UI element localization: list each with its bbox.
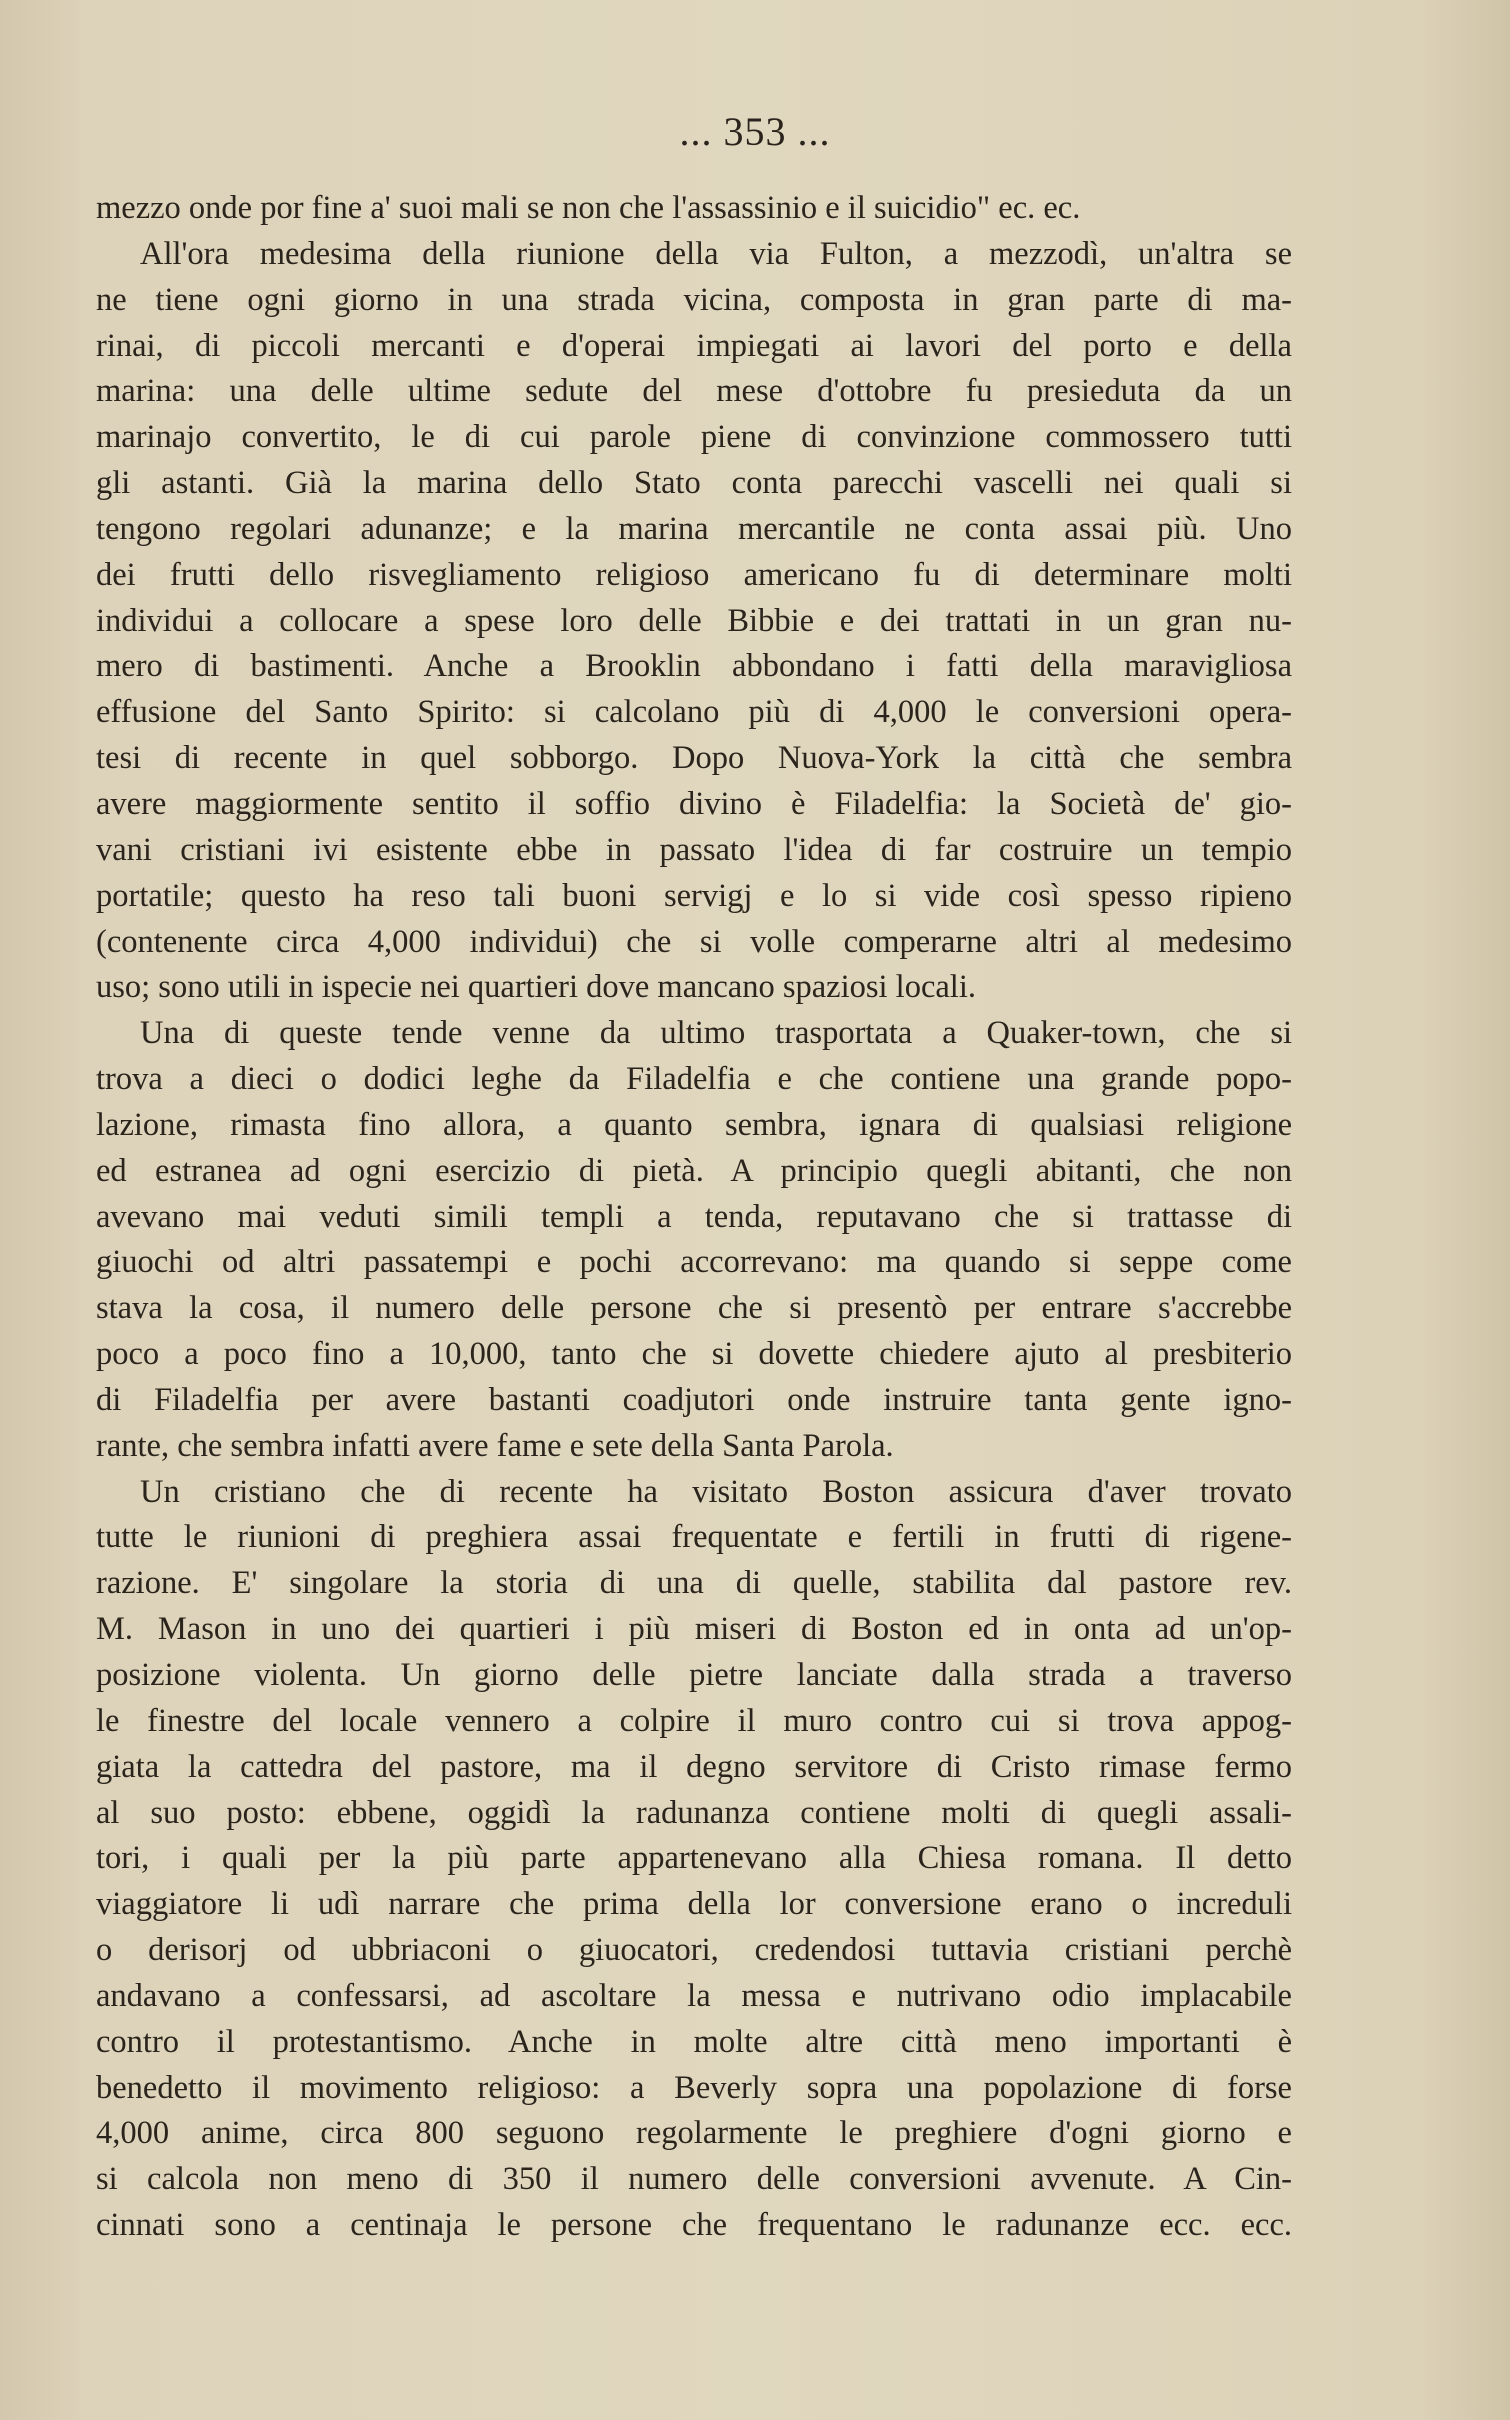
text-line: ed estranea ad ogni esercizio di pietà. A principio quegli abitanti, che non (96, 1152, 1292, 1189)
text-line: mezzo onde por fine a' suoi mali se non che l'assassinio e il suicidio" ec. ec. (96, 190, 1081, 226)
text-line: contro il protestantismo. Anche in molte altre città meno importanti è (96, 2023, 1292, 2060)
text-line: 4,000 anime, circa 800 seguono regolarmente le preghiere d'ogni giorno e (96, 2115, 1292, 2152)
text-line: gli astanti. Già la marina dello Stato conta parecchi vascelli nei quali si (96, 465, 1292, 502)
text-line: ne tiene ogni giorno in una strada vicina, composta in gran parte di ma- (96, 281, 1292, 318)
text-line: benedetto il movimento religioso: a Beverly sopra una popolazione di forse (96, 2069, 1292, 2106)
text-line: si calcola non meno di 350 il numero delle conversioni avvenute. A Cin- (96, 2161, 1292, 2198)
text-line: cinnati sono a centinaja le persone che frequentano le radunanze ecc. ecc. (96, 2207, 1292, 2244)
text-line: (contenente circa 4,000 individui) che si volle comperarne altri al medesimo (96, 923, 1292, 960)
text-line: effusione del Santo Spirito: si calcolano più di 4,000 le conversioni opera- (96, 694, 1292, 731)
text-line: marinajo convertito, le di cui parole piene di convinzione commossero tutti (96, 419, 1292, 456)
text-line: tori, i quali per la più parte appartenevano alla Chiesa romana. Il detto (96, 1840, 1292, 1877)
text-line: mero di bastimenti. Anche a Brooklin abbondano i fatti della maravigliosa (96, 648, 1292, 685)
text-line: portatile; questo ha reso tali buoni servigj e lo si vide così spesso ripieno (96, 877, 1292, 914)
text-line: vani cristiani ivi esistente ebbe in passato l'idea di far costruire un tempio (96, 831, 1292, 868)
paragraph (96, 1470, 1292, 2249)
text-line: Una di queste tende venne da ultimo trasportata a Quaker-town, che si (140, 1015, 1292, 1052)
text-line: rante, che sembra infatti avere fame e sete della Santa Parola. (96, 1427, 894, 1464)
text-line: razione. E' singolare la storia di una di quelle, stabilita dal pastore rev. (96, 1565, 1292, 1602)
text-line: giata la cattedra del pastore, ma il degno servitore di Cristo rimase fermo (96, 1748, 1292, 1785)
text-line: tengono regolari adunanze; e la marina mercantile ne conta assai più. Uno (96, 510, 1292, 547)
text-line: poco a poco fino a 10,000, tanto che si dovette chiedere ajuto al presbiterio (96, 1336, 1292, 1373)
text-line: stava la cosa, il numero delle persone che si presentò per entrare s'accrebbe (96, 1290, 1292, 1327)
text-line: rinai, di piccoli mercanti e d'operai impiegati ai lavori del porto e della (96, 327, 1292, 364)
text-line: viaggiatore li udì narrare che prima della lor conversione erano o increduli (96, 1886, 1292, 1923)
text-line: Un cristiano che di recente ha visitato Boston assicura d'aver trovato (140, 1473, 1292, 1510)
text-line: M. Mason in uno dei quartieri i più miseri di Boston ed in onta ad un'op- (96, 1611, 1292, 1648)
text-line: o derisorj od ubbriaconi o giuocatori, credendosi tuttavia cristiani perchè (96, 1932, 1292, 1969)
text-line: posizione violenta. Un giorno delle pietre lanciate dalla strada a traverso (96, 1657, 1292, 1693)
text-line: avevano mai veduti simili templi a tenda, reputavano che si trattasse di (96, 1198, 1292, 1235)
text-line: tesi di recente in quel sobborgo. Dopo Nuova-York la città che sembra (96, 740, 1292, 777)
text-line: trova a dieci o dodici leghe da Filadelfia e che contiene una grande popo- (96, 1061, 1292, 1098)
text-line: uso; sono utili in ispecie nei quartieri dove mancano spaziosi locali. (96, 969, 976, 1006)
text-line: andavano a confessarsi, ad ascoltare la messa e nutrivano odio implacabile (96, 1977, 1292, 2014)
paragraph (96, 232, 1292, 1011)
text-line: le finestre del locale vennero a colpire il muro contro cui si trova appog- (96, 1702, 1292, 1739)
text-line: al suo posto: ebbene, oggidì la radunanza contiene molti di quegli assali- (96, 1794, 1292, 1831)
text-line: di Filadelfia per avere bastanti coadjutori onde instruire tanta gente igno- (96, 1381, 1292, 1418)
text-line: lazione, rimasta fino allora, a quanto sembra, ignara di qualsiasi religione (96, 1106, 1292, 1143)
text-line: avere maggiormente sentito il soffio divino è Filadelfia: la Società de' gio- (96, 785, 1292, 822)
text-line: giuochi od altri passatempi e pochi accorrevano: ma quando si seppe come (96, 1244, 1292, 1281)
paragraph (96, 1011, 1292, 1469)
paragraph (96, 186, 1292, 232)
text-line: tutte le riunioni di preghiera assai frequentate e fertili in frutti di rigene- (96, 1519, 1292, 1556)
text-line: dei frutti dello risvegliamento religioso americano fu di determinare molti (96, 556, 1292, 593)
body-text (96, 186, 1292, 2249)
text-line: marina: una delle ultime sedute del mese d'ottobre fu presieduta da un (96, 373, 1292, 410)
text-line: individui a collocare a spese loro delle Bibbie e dei trattati in un gran nu- (96, 602, 1292, 639)
page-number: ... 353 ... (679, 109, 831, 154)
text-line: All'ora medesima della riunione della via Fulton, a mezzodì, un'altra se (140, 235, 1292, 272)
